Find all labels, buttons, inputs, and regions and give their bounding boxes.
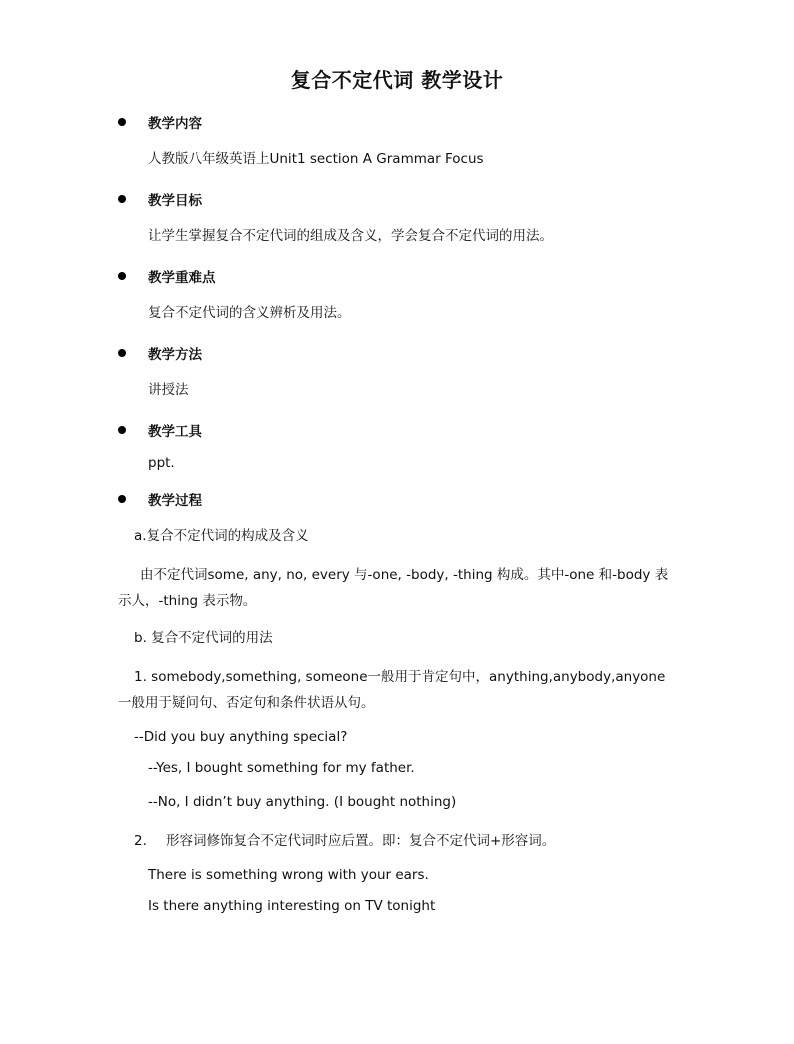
document-title: 复合不定代词 教学设计 xyxy=(290,68,504,92)
section-heading-label: 教学方法 xyxy=(148,347,202,363)
bullet-icon xyxy=(118,495,126,503)
bullet-icon xyxy=(118,272,126,280)
section-tools-text: ppt. xyxy=(148,455,175,471)
bullet-icon xyxy=(118,195,126,203)
section-goals-text: 让学生掌握复合不定代词的组成及含义，学会复合不定代词的用法。 xyxy=(148,228,553,244)
process-point-2-text: 形容词修饰复合不定代词时应后置。即：复合不定代词+形容词。 xyxy=(166,833,556,849)
section-heading-label: 教学过程 xyxy=(148,493,202,509)
bullet-icon xyxy=(118,349,126,357)
dialog-answer-yes: --Yes, I bought something for my father. xyxy=(148,760,415,776)
process-a-title: a.复合不定代词的构成及含义 xyxy=(134,528,309,544)
section-heading-goals xyxy=(118,189,202,209)
section-heading-label: 教学工具 xyxy=(148,424,202,440)
section-heading-label: 教学目标 xyxy=(148,193,202,209)
example-sentence-1: There is something wrong with your ears. xyxy=(148,867,429,883)
section-heading-content xyxy=(118,112,202,132)
section-heading-process xyxy=(118,489,202,509)
process-b-title: b. 复合不定代词的用法 xyxy=(134,630,273,646)
section-heading-method xyxy=(118,343,202,363)
section-content-text: 人教版八年级英语上Unit1 section A Grammar Focus xyxy=(148,151,484,167)
bullet-icon xyxy=(118,426,126,434)
section-key-points-text: 复合不定代词的含义辨析及用法。 xyxy=(148,305,351,321)
section-method-text: 讲授法 xyxy=(148,382,189,398)
section-heading-label: 教学重难点 xyxy=(148,270,216,286)
bullet-icon xyxy=(118,118,126,126)
process-point-2-number: 2. xyxy=(134,833,147,849)
section-heading-key-points xyxy=(118,266,216,286)
example-sentence-2: Is there anything interesting on TV tonight xyxy=(148,898,436,914)
section-heading-tools xyxy=(118,420,202,440)
process-a-body: 由不定代词some, any, no, every 与-one, -body, -thing 构成。其中-one 和-body 表示人，-thing 表示物。 xyxy=(118,567,669,609)
dialog-question: --Did you buy anything special? xyxy=(134,729,348,745)
process-point-1: 1. somebody,something, someone一般用于肯定句中，anything,anybody,anyone一般用于疑问句、否定句和条件状语从句。 xyxy=(118,669,666,711)
section-heading-label: 教学内容 xyxy=(148,116,202,132)
dialog-answer-no: --No, I didn’t buy anything. (I bought nothing) xyxy=(148,794,457,810)
